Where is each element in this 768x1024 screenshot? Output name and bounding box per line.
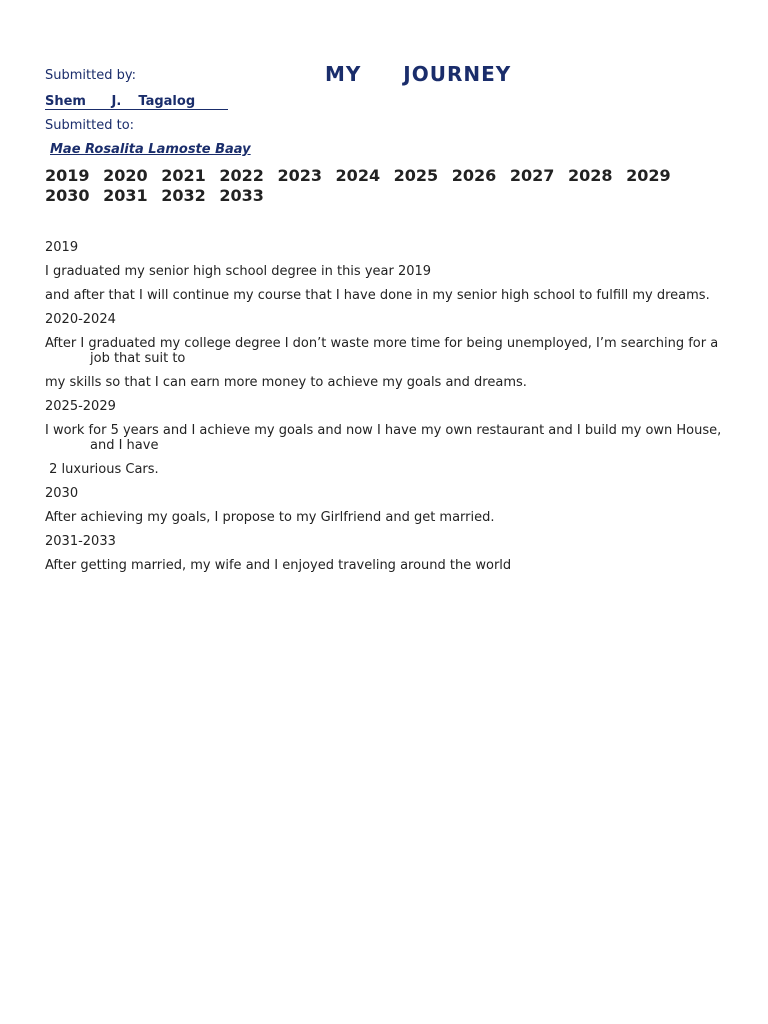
year-label: 2024 [335, 166, 381, 185]
journal-paragraph: I graduated my senior high school degree in this year 2019 [45, 264, 432, 279]
journal-paragraph: and after that I will continue my course that I have done in my senior high school to fulfill my dreams. [45, 288, 710, 303]
year-label: 2031 [103, 186, 148, 205]
year-label: 2030 [45, 186, 90, 205]
journal-paragraph: 2 luxurious Cars. [45, 462, 159, 477]
year-label: 2022 [219, 166, 264, 185]
journal-paragraph: After I graduated my college degree I don’t waste more time for being unemployed, I’m searching for a job that suit to [45, 336, 719, 366]
year-label: 2026 [451, 166, 497, 185]
year-label: 2023 [277, 166, 322, 185]
journal-paragraph: After getting married, my wife and I enjoyed traveling around the world [45, 558, 512, 573]
submitted-by-label: Submitted by: [45, 68, 136, 83]
year-label: 2033 [219, 186, 264, 205]
entry-year-heading: 2031-2033 [45, 534, 116, 549]
year-label: 2029 [626, 166, 671, 185]
submitted-to-label: Submitted to: [45, 118, 135, 133]
entry-year-heading: 2030 [45, 486, 79, 501]
entry-year-heading: 2020-2024 [45, 312, 116, 327]
entry-year-heading: 2019 [45, 240, 79, 255]
years-strip [45, 166, 735, 206]
entry-year-heading: 2025-2029 [45, 399, 116, 414]
year-label: 2025 [393, 166, 439, 185]
year-label: 2020 [103, 166, 148, 185]
year-label: 2027 [509, 166, 555, 185]
journal-paragraph: After achieving my goals, I propose to my Girlfriend and get married. [45, 510, 495, 525]
year-label: 2032 [161, 186, 206, 205]
journal-paragraph: I work for 5 years and I achieve my goals and now I have my own restaurant and I build my own House, and I have [45, 423, 722, 453]
year-label: 2019 [45, 166, 90, 185]
teacher-name: Mae Rosalita Lamoste Baay [50, 142, 251, 157]
journal-paragraph: my skills so that I can earn more money to achieve my goals and dreams. [45, 375, 527, 390]
journal-body [45, 240, 725, 582]
year-label: 2021 [161, 166, 206, 185]
author-name: Shem J. Tagalog [45, 95, 228, 110]
page-title: MY JOURNEY [325, 62, 512, 86]
year-label: 2028 [567, 166, 613, 185]
